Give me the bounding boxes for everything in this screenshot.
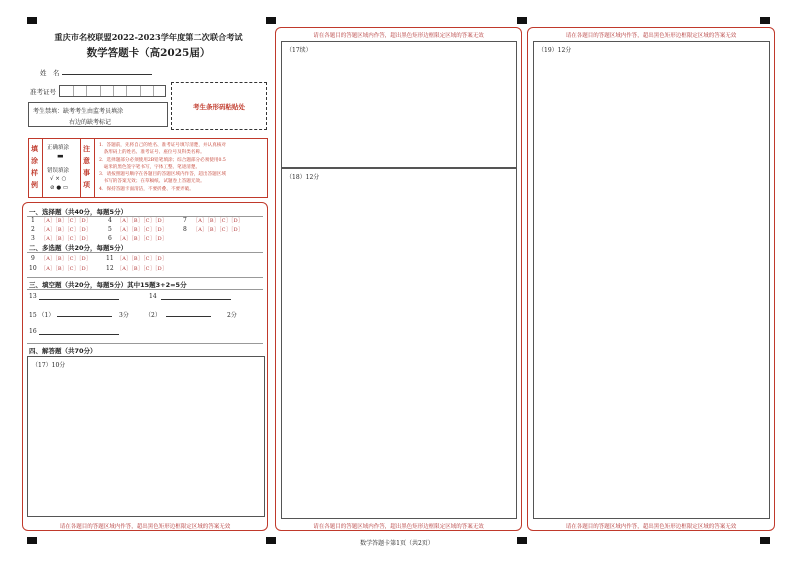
correct-fill-label: 正确填涂 [47,145,70,151]
fill-answer-q13[interactable] [39,299,119,300]
ticket-label: 准考证号 [30,88,56,96]
answer-label-q18: （18）12分 [286,174,320,181]
choice-options-q4[interactable]: ［A］［B］［C］［D］ [117,218,168,224]
choice-options-q1[interactable]: ［A］［B］［C］［D］ [41,218,92,224]
notes-list [99,142,226,193]
question-number: 8 [183,226,187,233]
alignment-mark [760,537,770,544]
fill-example [43,139,81,197]
barcode-area [171,82,267,130]
note-item: 条形码上的姓名、准考证号、座位号及科类名称。 [99,150,205,156]
question-number: 12 [106,265,114,272]
note-item: 4．保持答题卡面清洁，不要折叠、不要弄破。 [99,186,194,192]
name-label: 姓 名 [40,69,60,77]
choice-options-q11[interactable]: ［A］［B］［C］［D］ [117,256,168,262]
score-label: 2分 [227,312,237,319]
alignment-mark [27,537,37,544]
question-number: 5 [108,226,112,233]
question-number: 14 [149,293,157,300]
answer-box-q17[interactable] [27,356,265,517]
answer-box-q19[interactable] [533,41,770,519]
boundary-warning: 请在各题目的答题区域内作答，超出黑色矩形边框限定区域的答案无效 [313,33,484,39]
choice-options-q5[interactable]: ［A］［B］［C］［D］ [117,227,168,233]
answer-label-q19: （19）12分 [538,47,572,54]
question-number: 7 [183,217,187,224]
answer-panel-right [527,27,775,531]
alignment-mark [266,537,276,544]
absent-notice-box [28,102,168,127]
choice-options-q3[interactable]: ［A］［B］［C］［D］ [41,236,92,242]
fill-answer-q16[interactable] [39,334,119,335]
alignment-mark [517,537,527,544]
wrong-fill-marks: √ × ○ [50,176,67,182]
absent-notice-line1: 考生禁填：缺考考生由监考员填涂 [33,108,124,115]
note-item: 2．选择题部分必须使用2B铅笔填涂；综合题部分必须使用0.5 [99,157,226,163]
answer-box-q18[interactable] [281,168,517,519]
alignment-mark [760,17,770,24]
alignment-mark [266,17,276,24]
alignment-mark [517,17,527,24]
answer-label-q17: （17）10分 [32,362,66,369]
question-number: 4 [108,217,112,224]
score-label: 3分 [119,312,129,319]
choice-options-q8[interactable]: ［A］［B］［C］［D］ [193,227,244,233]
section-multi-choice: 二、多选题（共20分，每题5分） [29,244,128,252]
absent-notice-line2: 右边的缺考标记 [69,119,112,126]
note-item: 毫米的黑色签字笔书写，字体工整、笔迹清楚。 [99,164,201,170]
question-number: 10 [29,265,37,272]
question-number: 11 [106,255,114,262]
choice-options-q10[interactable]: ［A］［B］［C］［D］ [41,266,92,272]
answer-label-q17-cont: （17续） [286,47,312,54]
barcode-label: 考生条形码粘贴处 [193,103,245,111]
instructions-box [28,138,268,198]
question-number: 9 [31,255,35,262]
fill-answer-q15-2[interactable] [166,316,211,317]
question-number: 2 [31,226,35,233]
fill-example-side-label: 填涂样例 [31,145,38,189]
notes-side-label: 注意事项 [83,145,90,189]
section-fill-blank: 三、填空题（共20分，每题5分）其中15题3+2=5分 [29,281,187,289]
question-number: 16 [29,328,37,335]
fill-answer-q15-1[interactable] [57,316,112,317]
fill-answer-q14[interactable] [161,299,231,300]
alignment-mark [27,17,37,24]
correct-fill-mark: ▬ [57,152,64,160]
card-subtitle: 数学答题卡（高2025届） [86,47,211,59]
wrong-fill-marks-2: ⊘ ● ▭ [50,185,69,191]
ticket-number-field[interactable] [59,85,166,97]
answer-box-q17-cont[interactable] [281,41,517,168]
page-footer: 数学答题卡第1页（共2页） [360,540,434,547]
name-field[interactable] [62,74,152,75]
exam-title: 重庆市名校联盟2022-2023学年度第二次联合考试 [54,32,243,42]
question-number: 3 [31,235,35,242]
choice-options-q6[interactable]: ［A］［B］［C］［D］ [117,236,168,242]
note-item: 3．请按照题号顺序在各题目的答题区域内作答，超出答题区域 [99,172,226,178]
question-number: 15 （1） [29,312,55,319]
answer-panel-left [22,202,268,531]
note-item: 1．答题前，先将自己的姓名、准考证号填写清楚，并认真核对 [99,143,226,148]
choice-options-q2[interactable]: ［A］［B］［C］［D］ [41,227,92,233]
choice-options-q9[interactable]: ［A］［B］［C］［D］ [41,256,92,262]
note-item: 书写的答案无效；在草稿纸、试题卷上答题无效。 [99,179,205,185]
choice-options-q7[interactable]: ［A］［B］［C］［D］ [193,218,244,224]
choice-options-q12[interactable]: ［A］［B］［C］［D］ [117,266,168,272]
answer-panel-middle [275,27,522,531]
question-number: 6 [108,235,112,242]
question-part: （2） [145,312,161,319]
boundary-warning: 请在各题目的答题区域内作答，超出黑色矩形边框限定区域的答案无效 [565,524,737,530]
section-solve: 四、解答题（共70分） [29,347,97,355]
boundary-warning: 请在各题目的答题区域内作答，超出黑色矩形边框限定区域的答案无效 [59,524,231,530]
wrong-fill-label: 错误填涂 [47,168,70,174]
boundary-warning: 请在各题目的答题区域内作答，超出黑色矩形边框限定区域的答案无效 [565,33,737,39]
boundary-warning: 请在各题目的答题区域内作答，超出黑色矩形边框限定区域的答案无效 [313,524,484,530]
question-number: 1 [31,217,35,224]
question-number: 13 [29,293,37,300]
section-single-choice: 一、选择题（共40分，每题5分） [29,208,128,216]
